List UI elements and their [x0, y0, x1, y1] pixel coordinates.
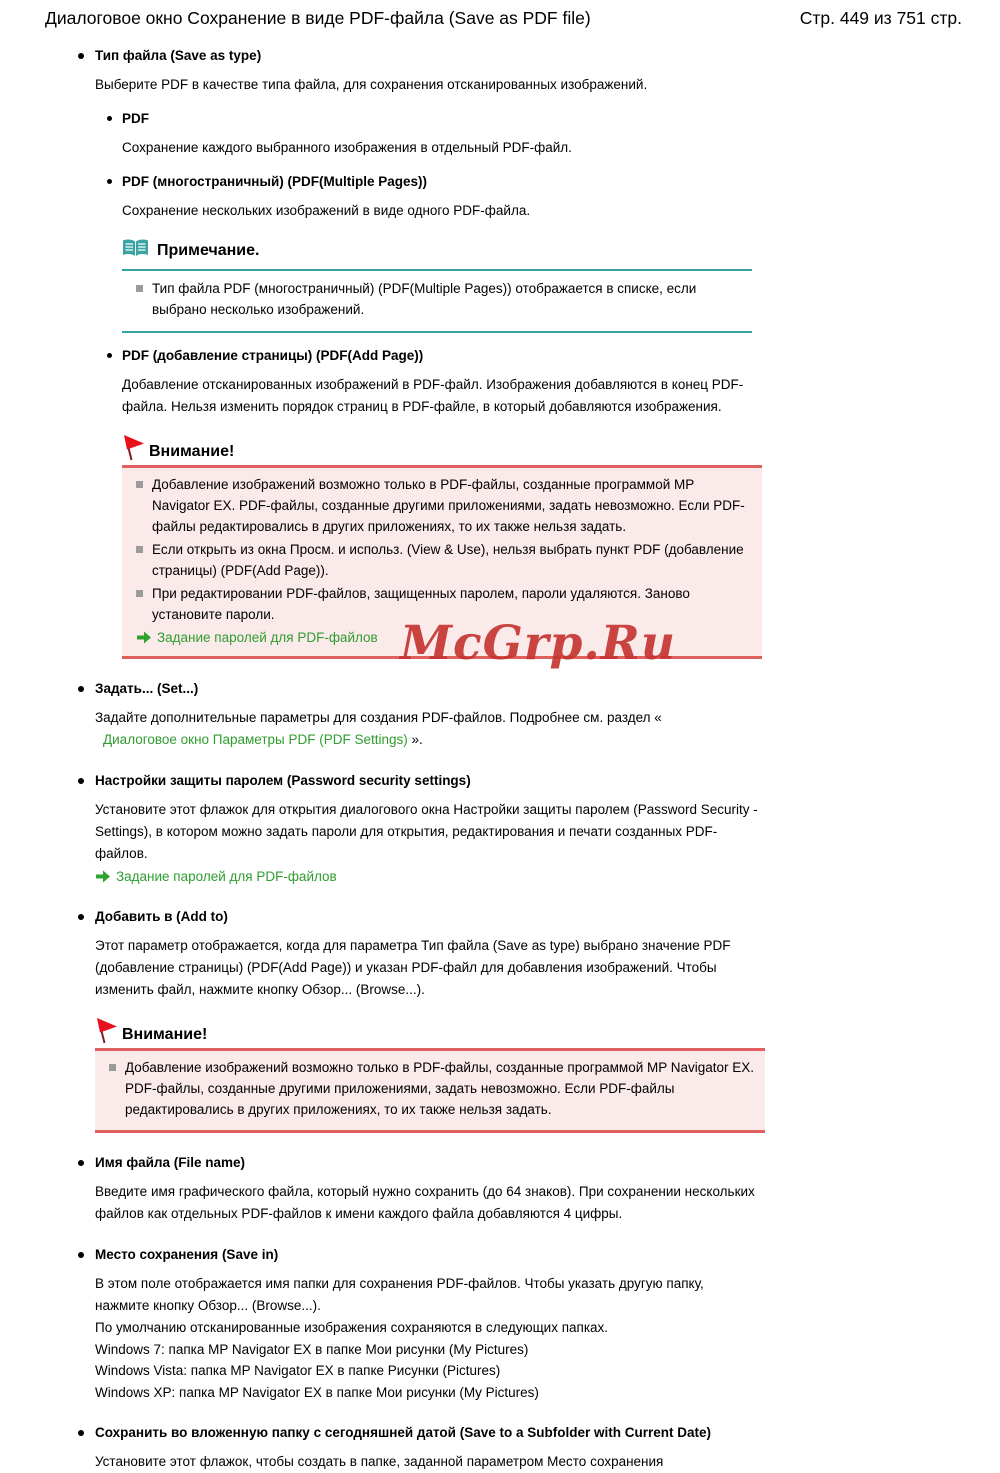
save-in-windows7-line: Windows 7: папка MP Navigator EX в папке Мои рисунки (My Pictures) [95, 1341, 529, 1357]
section-desc [95, 707, 759, 751]
warning-item: При редактировании PDF-файлов, защищенных паролем, пароли удаляются. Заново установите пароли. [122, 583, 754, 625]
option-pdf-multiple-pages [95, 173, 1000, 333]
section-title: Настройки защиты паролем (Password security settings) [95, 773, 471, 788]
save-in-default-line: По умолчанию отсканированные изображения сохраняются в следующих папках. [95, 1320, 609, 1335]
section-desc: Этот параметр отображается, когда для параметра Тип файла (Save as type) выбрано значение PDF (добавление страницы) (PDF(Add Page)) и указан PDF-файл для добавления изображений. Чтобы изменить файл, нажмите кнопку Обзор... (Browse...). [95, 938, 731, 997]
warning-item: Добавление изображений возможно только в PDF-файлы, созданные программой MP Navigator EX. PDF-файлы, созданные другими приложениями, задать невозможно. Если PDF-файлы редактировались в других приложениях, то их также нельзя задать. [122, 474, 754, 537]
note-book-icon [122, 238, 149, 264]
warning-box [122, 465, 762, 659]
note-header [122, 238, 752, 271]
watermark: McGrp.Ru [400, 616, 677, 671]
option-title: PDF [122, 111, 149, 126]
section-title: Задать... (Set...) [95, 681, 199, 696]
section-title: Место сохранения (Save in) [95, 1247, 279, 1262]
section-desc: Выберите PDF в качестве типа файла, для сохранения отсканированных изображений. [95, 77, 648, 92]
option-pdf [95, 110, 1000, 159]
option-pdf-add-page [95, 347, 1000, 659]
section-desc: Установите этот флажок, чтобы создать в папке, заданной параметром Место сохранения [95, 1454, 664, 1469]
warning-item: Если открыть из окна Просм. и использ. (View & Use), нельзя выбрать пункт PDF (добавление страницы) (PDF(Add Page)). [122, 539, 754, 581]
save-in-vista-line: Windows Vista: папка MP Navigator EX в папке Рисунки (Pictures) [95, 1363, 501, 1378]
warning-item: Добавление изображений возможно только в PDF-файлы, созданные программой MP Navigator EX. PDF-файлы, созданные другими приложениями, задать невозможно. Если PDF-файлы редактировались в других приложениях, то их также нельзя задать. [95, 1057, 757, 1120]
page-number: Стр. 449 из 751 стр. [799, 8, 962, 28]
warning-flag-icon [95, 1017, 119, 1044]
section-file-name [45, 1154, 1000, 1225]
section-title: Сохранить во вложенную папку с сегодняшней датой (Save to a Subfolder with Current Date) [95, 1425, 712, 1440]
section-desc: В этом поле отображается имя папки для сохранения PDF-файлов. Чтобы указать другую папку, нажмите кнопку Обзор... (Browse...). [95, 1276, 704, 1313]
section-password-security [45, 772, 1000, 887]
page-title: Диалоговое окно Сохранение в виде PDF-файла (Save as PDF file) [45, 8, 591, 28]
section-title: Имя файла (File name) [95, 1155, 246, 1170]
warning-label: Внимание! [149, 443, 235, 460]
option-desc: Сохранение каждого выбранного изображения в отдельный PDF-файл. [122, 140, 572, 155]
warning-block [95, 1017, 1000, 1133]
link-line-set-pdf-passwords [122, 627, 754, 648]
section-desc: Введите имя графического файла, который нужно сохранить (до 64 знаков). При сохранении нескольких файлов как отдельных PDF-файлов к имени каждого файла добавляются 4 цифры. [95, 1184, 755, 1221]
page-header [0, 0, 1000, 30]
note-body [122, 271, 752, 333]
link-line-set-pdf-passwords [95, 866, 1000, 887]
warning-box [95, 1048, 765, 1133]
section-desc: Установите этот флажок для открытия диалогового окна Настройки защиты паролем (Password Security -Settings), в котором можно задать пароли для открытия, редактирования и печати созданных PDF-файлов. [95, 802, 758, 861]
arrow-right-icon [95, 870, 110, 883]
section-save-as-type [45, 47, 1000, 659]
section-add-to [45, 908, 1000, 1133]
link-set-pdf-passwords[interactable]: Задание паролей для PDF-файлов [116, 869, 337, 884]
save-in-xp-line: Windows XP: папка MP Navigator EX в папке Мои рисунки (My Pictures) [95, 1384, 539, 1400]
section-save-to-subfolder [45, 1424, 1000, 1473]
warning-header [122, 434, 1000, 461]
option-desc: Сохранение нескольких изображений в виде одного PDF-файла. [122, 203, 531, 218]
option-title: PDF (добавление страницы) (PDF(Add Page)) [122, 348, 424, 363]
set-desc-text: Задайте дополнительные параметры для создания PDF-файлов. Подробнее см. раздел « [95, 710, 662, 725]
section-title: Тип файла (Save as type) [95, 48, 262, 63]
page-content [0, 30, 1000, 1473]
option-desc: Добавление отсканированных изображений в PDF-файл. Изображения добавляются в конец PDF-файла. Нельзя изменить порядок страниц в PDF-файле, в который добавляются изображения. [122, 377, 744, 414]
note-box [122, 238, 752, 333]
warning-label: Внимание! [122, 1026, 208, 1043]
link-line-pdf-settings [95, 732, 423, 747]
set-desc-suffix: ». [411, 732, 423, 747]
note-item: Тип файла PDF (многостраничный) (PDF(Multiple Pages)) отображается в списке, если выбрано несколько изображений. [122, 278, 746, 320]
option-title: PDF (многостраничный) (PDF(Multiple Pages)) [122, 174, 428, 189]
warning-flag-icon [122, 434, 146, 461]
link-pdf-settings-dialog[interactable]: Диалоговое окно Параметры PDF (PDF Settings) [103, 732, 408, 747]
note-label: Примечание. [157, 242, 260, 259]
warning-block [122, 434, 1000, 659]
link-set-pdf-passwords[interactable]: Задание паролей для PDF-файлов [157, 630, 378, 645]
section-save-in [45, 1246, 1000, 1403]
section-set [45, 680, 1000, 751]
warning-header [95, 1017, 1000, 1044]
arrow-right-icon [136, 631, 151, 644]
section-title: Добавить в (Add to) [95, 909, 228, 924]
